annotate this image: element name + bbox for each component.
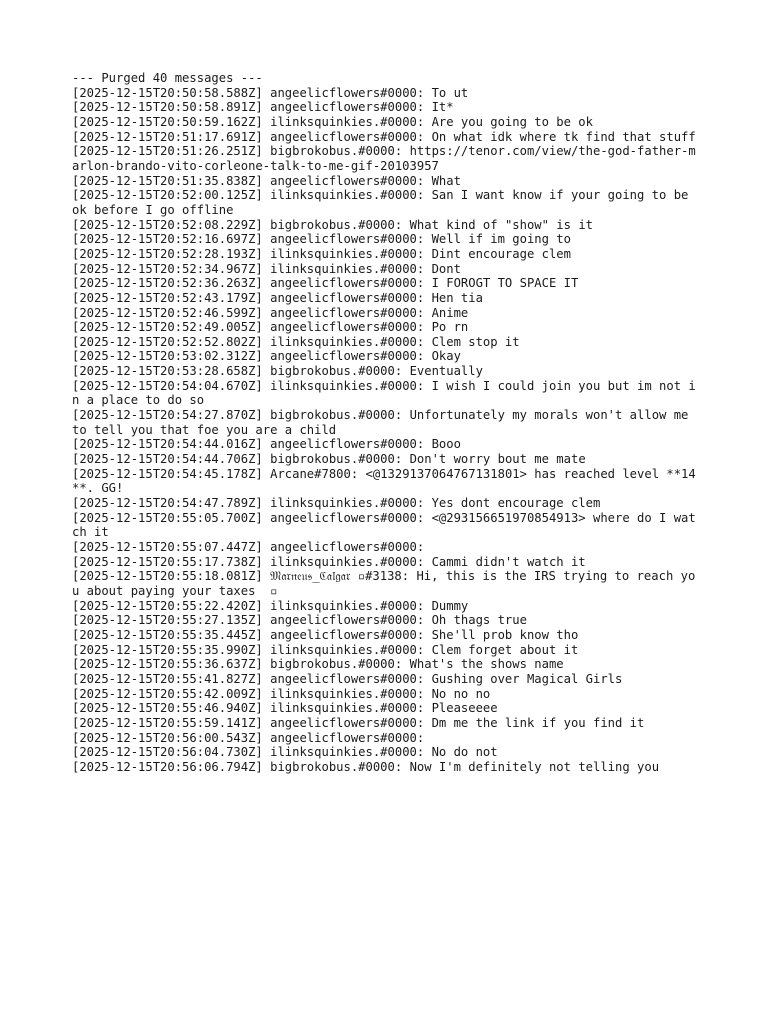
message-author: angeelicflowers#0000 [270, 671, 417, 686]
log-message: [2025-12-15T20:55:42.009Z] ilinksquinkies.#0000: No no no [72, 686, 491, 701]
message-author: bigbrokobus.#0000 [270, 657, 395, 672]
message-author: angeelicflowers#0000 [270, 437, 417, 452]
log-message: [2025-12-15T20:54:45.178Z] Arcane#7800: <@1329137064767131801> has reached level **14**. GG! [72, 466, 696, 496]
message-timestamp: [2025-12-15T20:50:59.162Z] [72, 114, 263, 129]
message-author: angeelicflowers#0000 [270, 715, 417, 730]
message-text: No no no [431, 686, 491, 701]
log-message: [2025-12-15T20:54:44.706Z] bigbrokobus.#0000: Don't worry bout me mate [72, 452, 586, 467]
message-timestamp: [2025-12-15T20:54:45.178Z] [72, 466, 263, 481]
log-message: [2025-12-15T20:51:26.251Z] bigbrokobus.#0000: https://tenor.com/view/the-god-father-marlon-brando-vito-corleone-talk-to-me-gif-20103957 [72, 144, 696, 173]
message-author: bigbrokobus.#0000 [270, 144, 395, 159]
log-message: [2025-12-15T20:52:34.967Z] ilinksquinkies.#0000: Dont [72, 261, 461, 276]
message-timestamp: [2025-12-15T20:55:18.081Z] [72, 569, 263, 584]
purge-notice: --- Purged 40 messages --- [72, 71, 263, 85]
message-author: angeelicflowers#0000 [270, 129, 417, 144]
log-message: [2025-12-15T20:50:58.588Z] angeelicflowers#0000: To ut [72, 85, 469, 100]
message-author: ilinksquinkies.#0000 [270, 554, 417, 569]
message-text: Po rn [431, 320, 469, 335]
message-author: angeelicflowers#0000 [270, 173, 417, 188]
log-message: [2025-12-15T20:51:35.838Z] angeelicflowers#0000: What [72, 173, 461, 188]
message-author: angeelicflowers#0000 [270, 349, 417, 364]
message-author: ilinksquinkies.#0000 [270, 246, 417, 261]
message-author: bigbrokobus.#0000 [270, 217, 395, 232]
message-author: angeelicflowers#0000 [270, 510, 417, 525]
message-timestamp: [2025-12-15T20:50:58.588Z] [72, 85, 263, 100]
message-text: Dm me the link if you find it [431, 715, 645, 730]
message-author: ilinksquinkies.#0000 [270, 188, 417, 203]
log-message: [2025-12-15T20:55:22.420Z] ilinksquinkies.#0000: Dummy [72, 598, 469, 613]
message-timestamp: [2025-12-15T20:55:35.990Z] [72, 642, 263, 657]
log-message: [2025-12-15T20:55:46.940Z] ilinksquinkies.#0000: Pleaseeee [72, 701, 498, 716]
message-author: angeelicflowers#0000 [270, 320, 417, 335]
log-message: [2025-12-15T20:55:17.738Z] ilinksquinkies.#0000: Cammi didn't watch it [72, 554, 586, 569]
message-text: Don't worry bout me mate [409, 452, 586, 467]
message-timestamp: [2025-12-15T20:51:17.691Z] [72, 129, 263, 144]
message-list [72, 86, 702, 775]
message-timestamp: [2025-12-15T20:52:52.802Z] [72, 334, 263, 349]
message-author: ilinksquinkies.#0000 [270, 261, 417, 276]
message-author: ilinksquinkies.#0000 [270, 496, 417, 511]
log-message: [2025-12-15T20:55:41.827Z] angeelicflowers#0000: Gushing over Magical Girls [72, 671, 623, 686]
message-text: Pleaseeee [431, 701, 498, 716]
log-message: [2025-12-15T20:51:17.691Z] angeelicflowers#0000: On what idk where tk find that stuff [72, 129, 696, 144]
message-timestamp: [2025-12-15T20:52:16.697Z] [72, 232, 263, 247]
message-author: angeelicflowers#0000 [270, 730, 417, 745]
message-author: ilinksquinkies.#0000 [270, 334, 417, 349]
message-text: Oh thags true [431, 613, 527, 628]
log-message: [2025-12-15T20:55:18.081Z] 𝔐𝔞𝔯𝔫𝔢𝔲𝔰_ℭ𝔞𝔩𝔤𝔞𝔯 ▫#3138: Hi, this is the IRS trying to reach you about paying your taxes ▫ [72, 569, 696, 598]
message-timestamp: [2025-12-15T20:51:26.251Z] [72, 144, 263, 159]
message-timestamp: [2025-12-15T20:50:58.891Z] [72, 100, 263, 115]
log-message: [2025-12-15T20:55:36.637Z] bigbrokobus.#0000: What's the shows name [72, 657, 564, 672]
log-message: [2025-12-15T20:53:28.658Z] bigbrokobus.#0000: Eventually [72, 364, 483, 379]
message-author: angeelicflowers#0000 [270, 290, 417, 305]
message-text: Unfortunately my morals won't allow me to tell you that foe you are a child [72, 408, 696, 437]
message-text: Now I'm definitely not telling you [409, 759, 660, 774]
message-timestamp: [2025-12-15T20:55:35.445Z] [72, 627, 263, 642]
message-timestamp: [2025-12-15T20:52:43.179Z] [72, 290, 263, 305]
log-message: [2025-12-15T20:55:59.141Z] angeelicflowers#0000: Dm me the link if you find it [72, 715, 645, 730]
message-timestamp: [2025-12-15T20:54:27.870Z] [72, 408, 263, 423]
log-message: [2025-12-15T20:55:05.700Z] angeelicflowers#0000: <@293156651970854913> where do I watch it [72, 510, 696, 540]
message-timestamp: [2025-12-15T20:55:41.827Z] [72, 671, 263, 686]
message-timestamp: [2025-12-15T20:53:02.312Z] [72, 349, 263, 364]
message-text: San I want know if your going to be ok before I go offline [72, 188, 696, 217]
log-message: [2025-12-15T20:52:52.802Z] ilinksquinkies.#0000: Clem stop it [72, 334, 520, 349]
message-text: Clem stop it [431, 334, 520, 349]
log-message: [2025-12-15T20:56:00.543Z] angeelicflowers#0000: [72, 730, 432, 745]
message-text: Well if im going to [431, 232, 571, 247]
message-author: angeelicflowers#0000 [270, 232, 417, 247]
message-text: <@1329137064767131801> has reached level **14**. GG! [72, 466, 696, 496]
message-timestamp: [2025-12-15T20:56:06.794Z] [72, 759, 263, 774]
log-message: [2025-12-15T20:52:46.599Z] angeelicflowers#0000: Anime [72, 305, 469, 320]
message-text: Dummy [431, 598, 469, 613]
log-message: [2025-12-15T20:50:58.891Z] angeelicflowers#0000: It* [72, 100, 454, 115]
log-message: [2025-12-15T20:54:44.016Z] angeelicflowers#0000: Booo [72, 437, 461, 452]
message-timestamp: [2025-12-15T20:54:44.016Z] [72, 437, 263, 452]
log-message: [2025-12-15T20:52:43.179Z] angeelicflowers#0000: Hen tia [72, 290, 483, 305]
message-text: I FOROGT TO SPACE IT [431, 276, 579, 291]
message-text: Are you going to be ok [431, 114, 593, 129]
message-text: Clem forget about it [431, 642, 579, 657]
message-timestamp: [2025-12-15T20:53:28.658Z] [72, 364, 263, 379]
log-message: [2025-12-15T20:55:35.445Z] angeelicflowers#0000: She'll prob know tho [72, 627, 579, 642]
log-message: [2025-12-15T20:54:47.789Z] ilinksquinkies.#0000: Yes dont encourage clem [72, 496, 601, 511]
log-message: [2025-12-15T20:55:35.990Z] ilinksquinkies.#0000: Clem forget about it [72, 642, 579, 657]
log-message: [2025-12-15T20:56:04.730Z] ilinksquinkies.#0000: No do not [72, 745, 498, 760]
message-text: To ut [431, 85, 469, 100]
message-text: I wish I could join you but im not in a place to do so [72, 378, 696, 408]
message-author: ilinksquinkies.#0000 [270, 686, 417, 701]
message-text: It* [431, 100, 454, 115]
message-text: Anime [431, 305, 469, 320]
log-message: [2025-12-15T20:52:08.229Z] bigbrokobus.#0000: What kind of "show" is it [72, 217, 593, 232]
message-timestamp: [2025-12-15T20:54:47.789Z] [72, 496, 263, 511]
message-author: angeelicflowers#0000 [270, 540, 417, 554]
message-author: Arcane#7800 [270, 466, 351, 481]
message-timestamp: [2025-12-15T20:54:04.670Z] [72, 378, 263, 393]
chat-log [72, 71, 702, 775]
message-timestamp: [2025-12-15T20:55:17.738Z] [72, 554, 263, 569]
message-timestamp: [2025-12-15T20:52:00.125Z] [72, 188, 263, 203]
message-text: Yes dont encourage clem [431, 496, 601, 511]
log-message: [2025-12-15T20:54:27.870Z] bigbrokobus.#0000: Unfortunately my morals won't allow me to tell you that foe you are a child [72, 408, 696, 437]
log-message: [2025-12-15T20:52:00.125Z] ilinksquinkies.#0000: San I want know if your going to be ok before I go offline [72, 188, 696, 217]
message-timestamp: [2025-12-15T20:52:36.263Z] [72, 276, 263, 291]
message-timestamp: [2025-12-15T20:55:42.009Z] [72, 686, 263, 701]
message-timestamp: [2025-12-15T20:56:04.730Z] [72, 745, 263, 760]
message-author: angeelicflowers#0000 [270, 85, 417, 100]
log-message: [2025-12-15T20:55:07.447Z] angeelicflowers#0000: [72, 540, 432, 554]
message-text: No do not [431, 745, 498, 760]
message-timestamp: [2025-12-15T20:55:59.141Z] [72, 715, 263, 730]
message-author: 𝔐𝔞𝔯𝔫𝔢𝔲𝔰_ℭ𝔞𝔩𝔤𝔞𝔯 ▫#3138 [270, 569, 402, 584]
message-author: angeelicflowers#0000 [270, 276, 417, 291]
log-message: [2025-12-15T20:50:59.162Z] ilinksquinkies.#0000: Are you going to be ok [72, 114, 593, 129]
message-author: angeelicflowers#0000 [270, 613, 417, 628]
message-author: ilinksquinkies.#0000 [270, 642, 417, 657]
message-text: On what idk where tk find that stuff [431, 129, 696, 144]
message-text: What kind of "show" is it [409, 217, 593, 232]
message-text: Cammi didn't watch it [431, 554, 586, 569]
message-timestamp: [2025-12-15T20:55:07.447Z] [72, 540, 263, 554]
message-text: Eventually [409, 364, 483, 379]
message-text: <@293156651970854913> where do I watch it [72, 510, 696, 540]
message-timestamp: [2025-12-15T20:52:46.599Z] [72, 305, 263, 320]
message-author: ilinksquinkies.#0000 [270, 745, 417, 760]
log-message: [2025-12-15T20:52:28.193Z] ilinksquinkies.#0000: Dint encourage clem [72, 246, 571, 261]
message-author: bigbrokobus.#0000 [270, 759, 395, 774]
message-text: Dont [431, 261, 461, 276]
message-timestamp: [2025-12-15T20:55:46.940Z] [72, 701, 263, 716]
message-timestamp: [2025-12-15T20:55:36.637Z] [72, 657, 263, 672]
message-text: Gushing over Magical Girls [431, 671, 623, 686]
log-message: [2025-12-15T20:55:27.135Z] angeelicflowers#0000: Oh thags true [72, 613, 527, 628]
log-message: [2025-12-15T20:52:16.697Z] angeelicflowers#0000: Well if im going to [72, 232, 571, 247]
message-author: bigbrokobus.#0000 [270, 364, 395, 379]
message-timestamp: [2025-12-15T20:52:28.193Z] [72, 246, 263, 261]
message-author: bigbrokobus.#0000 [270, 408, 395, 423]
log-message: [2025-12-15T20:53:02.312Z] angeelicflowers#0000: Okay [72, 349, 461, 364]
message-author: angeelicflowers#0000 [270, 305, 417, 320]
log-message: [2025-12-15T20:56:06.794Z] bigbrokobus.#0000: Now I'm definitely not telling you [72, 759, 660, 774]
message-author: ilinksquinkies.#0000 [270, 598, 417, 613]
message-timestamp: [2025-12-15T20:51:35.838Z] [72, 173, 263, 188]
message-text: What's the shows name [409, 657, 564, 672]
message-text: Booo [431, 437, 461, 452]
log-message: [2025-12-15T20:52:49.005Z] angeelicflowers#0000: Po rn [72, 320, 469, 335]
message-text: Dint encourage clem [431, 246, 571, 261]
message-text: Hi, this is the IRS trying to reach you about paying your taxes ▫ [72, 569, 696, 598]
message-timestamp: [2025-12-15T20:52:34.967Z] [72, 261, 263, 276]
message-text: Okay [431, 349, 461, 364]
message-author: angeelicflowers#0000 [270, 100, 417, 115]
message-text: https://tenor.com/view/the-god-father-marlon-brando-vito-corleone-talk-to-me-gif-20103957 [72, 144, 696, 173]
message-timestamp: [2025-12-15T20:55:22.420Z] [72, 598, 263, 613]
message-author: bigbrokobus.#0000 [270, 452, 395, 467]
message-text: What [431, 173, 461, 188]
message-text: She'll prob know tho [431, 627, 579, 642]
message-timestamp: [2025-12-15T20:55:05.700Z] [72, 510, 263, 525]
message-timestamp: [2025-12-15T20:55:27.135Z] [72, 613, 263, 628]
message-text: Hen tia [431, 290, 483, 305]
message-timestamp: [2025-12-15T20:52:49.005Z] [72, 320, 263, 335]
message-timestamp: [2025-12-15T20:54:44.706Z] [72, 452, 263, 467]
message-author: angeelicflowers#0000 [270, 627, 417, 642]
message-timestamp: [2025-12-15T20:52:08.229Z] [72, 217, 263, 232]
log-message: [2025-12-15T20:52:36.263Z] angeelicflowers#0000: I FOROGT TO SPACE IT [72, 276, 579, 291]
message-author: ilinksquinkies.#0000 [270, 114, 417, 129]
log-message: [2025-12-15T20:54:04.670Z] ilinksquinkies.#0000: I wish I could join you but im not in a place to do so [72, 378, 696, 408]
message-author: ilinksquinkies.#0000 [270, 378, 417, 393]
message-author: ilinksquinkies.#0000 [270, 701, 417, 716]
message-timestamp: [2025-12-15T20:56:00.543Z] [72, 730, 263, 745]
